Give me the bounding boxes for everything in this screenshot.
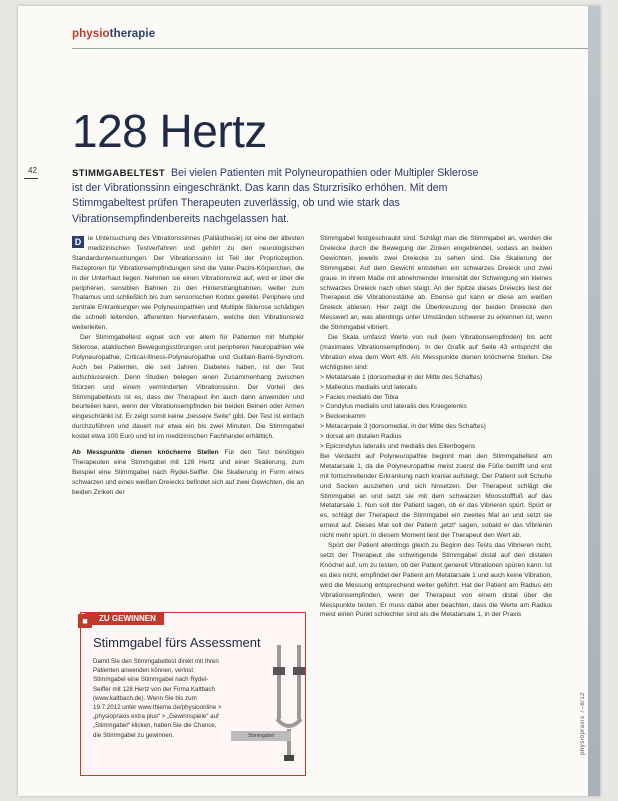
giveaway-tag-label: ZU GEWINNEN	[99, 614, 156, 623]
giveaway-text: Damit Sie den Stimmgabeltest direkt mit Ihren Patienten anwenden können, verlost Stimmgabel eine Stimmgabel nach Rydel-Seiffer mit 128 Hertz von der Firma Kaltbach (www.kaltbach.de). Wenn Sie bis zum 19.7.2012 unter www.thieme.de/physioonline > „physiopraxis extra plus“ > „Gewinnspiele“ auf „Stimmgabel“ klicken, haben Sie die Chance, die Stimmgabel zu gewinnen.	[93, 658, 222, 739]
giveaway-box	[80, 612, 306, 776]
list-item: > Beckenkamm	[320, 412, 552, 422]
article-lead	[72, 166, 482, 227]
left-subhead: Ab Messpunkte dienen knöcherne Stellen	[72, 449, 219, 457]
left-column	[72, 234, 304, 498]
giveaway-tag	[82, 612, 164, 626]
left-paragraph-2: Der Stimmgabeltest eignet sich vor allem für Patienten mit Multipler Sklerose, ataktischen Bewegungsstörungen und peripheren Neuropathien wie Polyneuropathie, Critical-Illness-Polyneuropathie und Guillain-Barré-Syndrom. Auch bei Patienten, die seit Jahren Diabetes haben, ist der Test aufschlussreich. Denn Studien belegen einen Zusammenhang zwischen Stürzen und einem verminderten Vibrationssinn. Der Vorteil des Stimmgabeltests ist es, dass der Therapeut ihn auch dann anwenden und beurteilen kann, wenn der Vibrationsempfinden bei beiden Beinen oder Armen eingeschränkt ist. Er zeigt somit keine „bessere Seite“ gibt. Der Test ist einfach durchzuführen und dauert nur etwa ein bis zwei Minuten. Die Stimmgabel kostet etwa 100 Euro und ist im medizinischen Fachhandel erhältlich.	[72, 334, 304, 441]
left-paragraph-1	[72, 234, 304, 333]
list-item: > Epicondylus lateralis und medialis des Ellenbogens	[320, 442, 552, 452]
left-paragraph-3	[72, 448, 304, 498]
header-rule	[72, 48, 594, 49]
measurement-points-list	[320, 373, 552, 452]
gift-icon: ■	[78, 614, 92, 628]
page-number: 42	[28, 166, 37, 175]
magazine-section-brand	[72, 28, 155, 40]
brand-prefix: physio	[72, 28, 110, 40]
left-paragraph-1-text: ie Untersuchung des Vibrationssinnes (Pallästhesie) ist eine der ältesten medizinischen Testverfahren und gehört zu den neurologischen Standarduntersuchungen. Der Vibrationssinn ist Teil der Propriozeption. Rezeptoren für Vibrationsempfindungen sind die Vater-Pacini-Körperchen, die in der Unterhaut liegen. Nehmen sie einen Vibrationsreiz auf, wird er über die peripheren, sensiblen Bahnen zu den Hinterstrangbahnen, weiter zum Thalamus und schließlich bis zum sensorischen Kortex geleitet. Periphere und zentrale Erkrankungen wie Polyneuropathien und Multiple Sklerose schädigen die schnell leitenden, afferenten Nervenfasern, welche den Vibrationsreiz weiterleiten.	[72, 235, 304, 332]
list-item: > Metacarpale 3 (dorsomedial, in der Mitte des Schaftes)	[320, 422, 552, 432]
article-title: 128 Hertz	[72, 105, 267, 157]
page-number-rule	[24, 178, 38, 179]
list-item: > Metatarsale 1 (dorsomedial in der Mitte des Schaftes)	[320, 373, 552, 383]
magazine-page	[18, 6, 600, 796]
dropcap: D	[72, 236, 84, 248]
right-paragraph-1: Stimmgabel festgeschraubt sind. Schlägt man die Stimmgabel an, werden die Dreiecke durch die Bewegung der Zinken eingeblendet, sodass an beiden Gewichten, jeweils zwei Dreiecke zu sehen sind. Die Skalierung der Stimmgabel. Auf dem Gewicht entstehen ein schwarzes Dreieck und zwei graue. In ihrem Maße mit abnehmender Intensität der Schwingung ein kleines schwarzes Dreieck nach oben steigt. An der Spitze dieses Dreiecks liest der Therapeut die Vibrationsstärke ab. Ebenso gut kann er diese am weißen Dreieck ablesen. Hier zeigt die Überkreuzung der beiden Dreiecke den Messwert an, was allerdings unter Umständen schwerer zu erkennen ist, wenn die Stimmgabel vibriert.	[320, 235, 552, 332]
tuning-fork-caption: Stimmgabel	[231, 731, 291, 741]
left-paragraph-3-text: Für den Test benötigen Therapeuten eine Stimmgabel mit 128 Hertz und einer Skalierung, zum Beispiel eine Stimmgabel nach Rydel-Seiffer. Die Skalierung in Form eines schwarzen und eines weißen Dreiecks befindet sich auf zwei Gewichten, die an beiden Zinken der	[72, 449, 305, 496]
tuning-fork-image	[259, 643, 319, 763]
issue-label: physiopraxis 7–8/12	[580, 692, 586, 755]
list-item: > Condylus medialis und lateralis des Kniegelenks	[320, 402, 552, 412]
article-kicker: STIMMGABELTEST	[72, 168, 166, 179]
list-item: > Facies medialis der Tibia	[320, 393, 552, 403]
right-column	[320, 234, 552, 620]
right-paragraph-3: Bei Verdacht auf Polyneuropathie beginnt man den Stimmgabeltest am Metatarsale 1, da die Polyneuropathie meist zuerst die Füße betrifft und erst mit fortschreitender Erkrankung nach kranial aufsteigt. Der Patient soll Schuhe und Socken ausziehen und sich hinsetzen. Der Therapeut schlägt die Stimmgabel an und setzt sie mit dem schwarzen Moosstofffuß auf das Metatarsale 1. Nun soll der Patient sagen, ob er das Vibrieren spürt. Spürt er es, schlägt der Therapeut die Stimmgabel ein zweites Mal an und setzt sie erneut auf. Dieses Mal soll der Patient „jetzt“ sagen, sobald er das Vibrieren nicht mehr spürt. In diesem Moment liest der Therapeut den Wert ab.	[320, 452, 552, 540]
page-edge-strip	[588, 6, 600, 796]
right-paragraph-4: Spürt der Patient allerdings gleich zu Beginn des Tests das Vibrieren nicht, setzt der Therapeut die schwingende Stimmgabel distal auf den distalen Knöchel auf, um zu testen, ob der Patient generell Vibrationen spüren kann. Ist es dies nicht, empfindet der Patient am Metatarsale 1 und auch keine Vibration, wird die Messung entsprechend weiter geführt. Hat der Patient am Radius ein Vibrationsempfinden, wenn der Therapeut von einem distal über die Messpunkte testen. Er muss dabei aber beachten, dass die Werte am Radius meist einen Punkt schlechter sind als die Metatarsale 1, in der Praxis	[320, 542, 552, 619]
list-item: > Malleolus medialis und lateralis	[320, 383, 552, 393]
lead-text: Bei vielen Patienten mit Polyneuropathien oder Multipler Sklerose ist der Vibrationssinn eingeschränkt. Das kann das Sturzrisiko erhöhen. Mit dem Stimmgabeltest prüfen Therapeuten zuverlässig, ob und wie stark das Vibrationsempfindenbereits nachgelassen hat.	[72, 167, 479, 225]
giveaway-title: Stimmgabel fürs Assessment	[93, 635, 261, 650]
brand-suffix: therapie	[109, 28, 156, 40]
list-item: > dorsal am distalen Radius	[320, 432, 552, 442]
right-paragraph-2: Die Skala umfasst Werte von null (kein Vibrationsempfinden) bis acht (maximales Vibrationsempfinden). In der Grafik auf Seite 43 entspricht die Vibration etwa dem Wert 4/8. Als Messpunkte dienen knöcherne Stellen. Die wichtigsten sind:	[320, 334, 552, 371]
